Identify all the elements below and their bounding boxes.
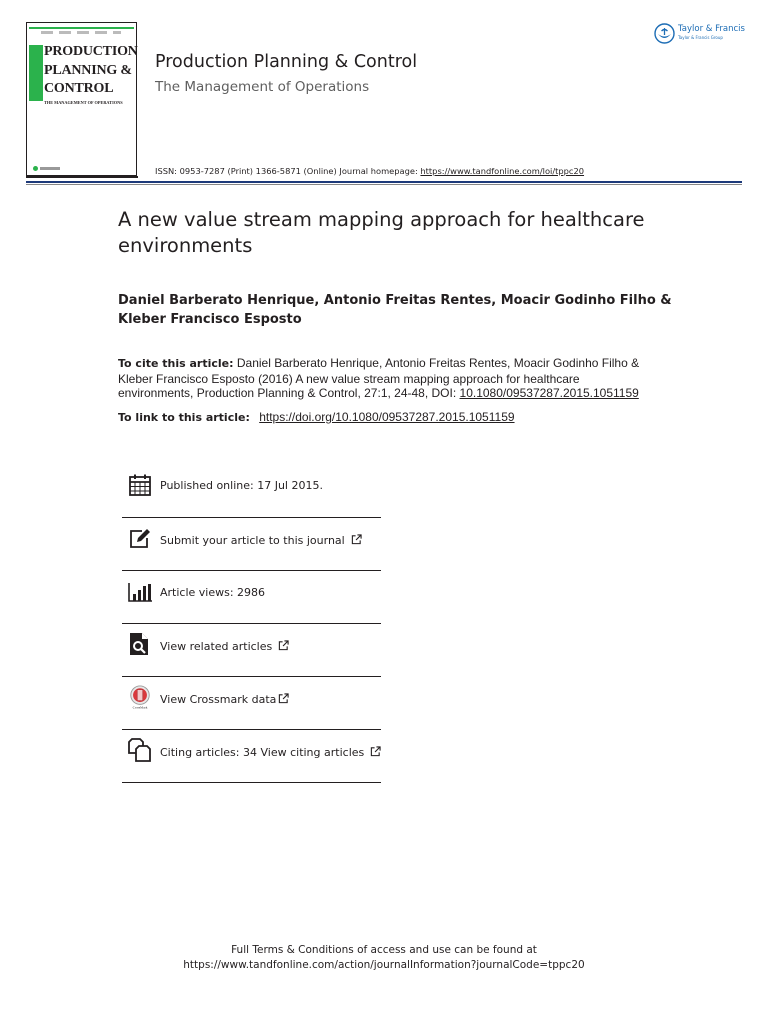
submit-article-link[interactable]: Submit your article to this journal xyxy=(160,534,362,547)
bar-chart-icon xyxy=(128,580,152,604)
citation-label: To cite this article: xyxy=(118,357,234,370)
issn-line xyxy=(155,166,584,176)
article-views-item xyxy=(122,571,381,624)
journal-subtitle: The Management of Operations xyxy=(155,79,370,95)
submit-article-item[interactable] xyxy=(122,518,381,571)
published-online-text: Published online: 17 Jul 2015. xyxy=(160,479,323,492)
article-title: A new value stream mapping approach for healthcare environments xyxy=(118,208,645,257)
cover-subtitle: THE MANAGEMENT OF OPERATIONS xyxy=(44,100,123,105)
crossmark-item[interactable] xyxy=(122,677,381,730)
article-info-list xyxy=(122,465,381,783)
citing-articles-item[interactable] xyxy=(122,730,381,783)
issn-text: ISSN: 0953-7287 (Print) 1366-5871 (Online) Journal homepage: xyxy=(155,166,421,176)
citation-text: Daniel Barberato Henrique, Antonio Freitas Rentes, Moacir Godinho Filho & Kleber Francisco Esposto (2016) A new value stream mapping approach for healthcare environments, Production Planning & Control, 27:1, 24-48, DOI: xyxy=(118,356,640,400)
journal-homepage-link[interactable]: https://www.tandfonline.com/loi/tppc20 xyxy=(420,166,585,176)
terms-footer xyxy=(0,943,768,973)
header-divider xyxy=(26,181,742,183)
citation-block xyxy=(118,356,658,401)
article-link-block xyxy=(118,410,678,424)
external-link-icon xyxy=(278,640,289,651)
cover-top-stripe xyxy=(29,27,134,29)
article-doi-link[interactable]: https://doi.org/10.1080/09537287.2015.1051159 xyxy=(259,410,515,424)
published-online-item xyxy=(122,465,381,518)
article-authors: Daniel Barberato Henrique, Antonio Freitas Rentes, Moacir Godinho Filho & Kleber Francisco Esposto xyxy=(118,293,672,327)
article-link-label: To link to this article: xyxy=(118,411,250,424)
calendar-icon xyxy=(128,473,152,497)
cover-bottom-rule xyxy=(26,176,138,178)
crossmark-icon xyxy=(128,685,152,709)
citing-articles-icon xyxy=(128,738,152,762)
publisher-name: Taylor & Francis xyxy=(678,24,745,34)
citing-articles-link[interactable]: Citing articles: 34 View citing articles xyxy=(160,746,381,759)
cover-title: PRODUCTION PLANNING & CONTROL xyxy=(44,44,138,96)
publisher-group: Taylor & Francis Group xyxy=(678,35,723,40)
journal-title: Production Planning & Control xyxy=(155,52,418,72)
related-articles-item[interactable] xyxy=(122,624,381,677)
cover-issue-info xyxy=(41,31,121,34)
journal-cover-thumbnail xyxy=(26,22,137,176)
search-document-icon xyxy=(128,632,152,656)
publisher-logo-icon xyxy=(654,23,675,44)
cover-publisher-logo xyxy=(33,166,63,171)
crossmark-icon-label: CrossMark xyxy=(132,705,148,709)
edit-icon xyxy=(128,527,152,551)
external-link-icon xyxy=(351,534,362,545)
header-divider-thin xyxy=(26,184,742,185)
publisher-logo[interactable] xyxy=(654,22,749,46)
terms-footer-line1: Full Terms & Conditions of access and use can be found at xyxy=(231,944,537,956)
cover-green-bar xyxy=(29,45,43,101)
terms-footer-link[interactable]: https://www.tandfonline.com/action/journalInformation?journalCode=tppc20 xyxy=(183,959,585,971)
external-link-icon xyxy=(278,693,289,704)
external-link-icon xyxy=(370,746,381,757)
related-articles-link[interactable]: View related articles xyxy=(160,640,289,653)
article-views-text: Article views: 2986 xyxy=(160,586,266,599)
citation-doi-link[interactable]: 10.1080/09537287.2015.1051159 xyxy=(459,386,639,400)
crossmark-link[interactable]: View Crossmark data xyxy=(160,693,289,706)
